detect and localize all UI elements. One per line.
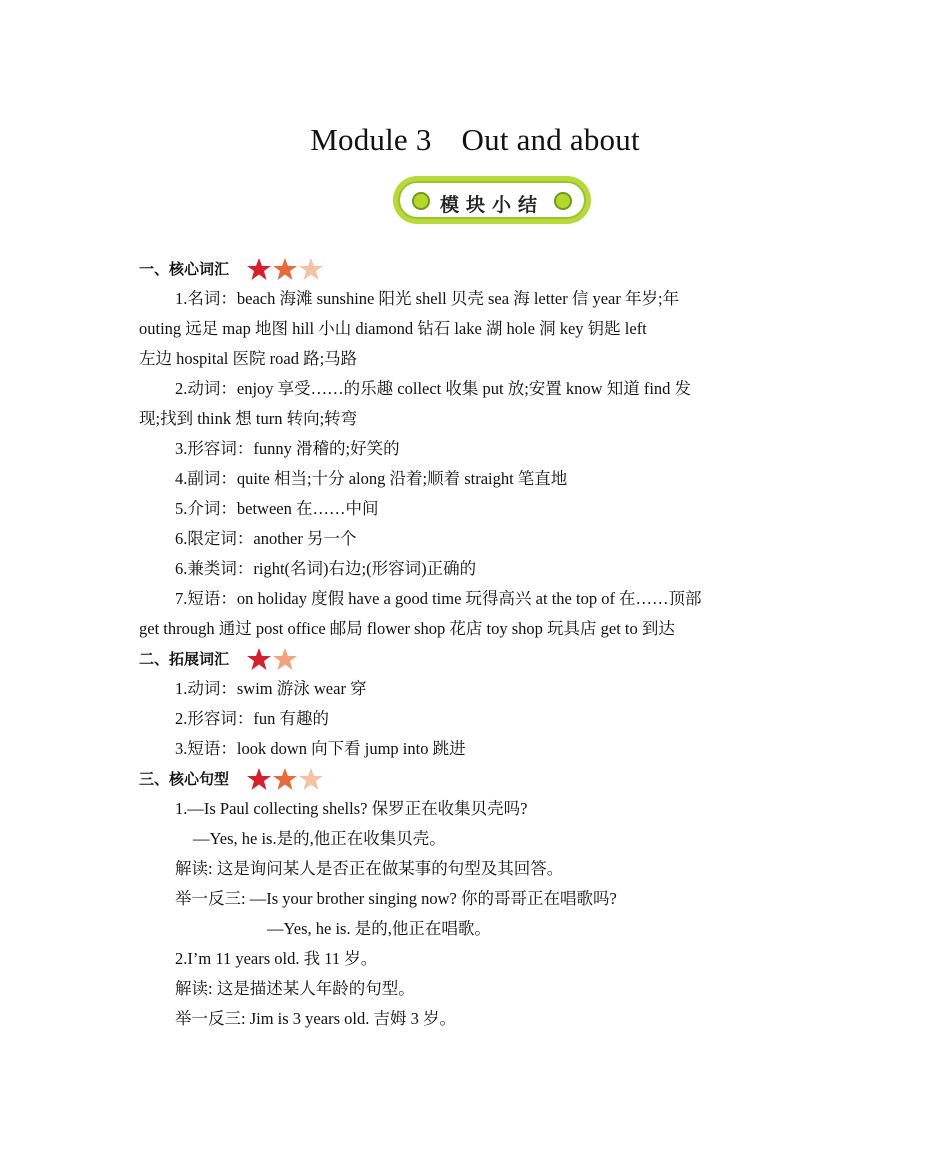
star-icon bbox=[299, 768, 323, 790]
rating-stars bbox=[247, 768, 325, 790]
text-line: 2.形容词：fun 有趣的 bbox=[175, 709, 329, 728]
text-line: 5.介词：between 在……中间 bbox=[175, 499, 379, 518]
text-line: 举一反三: Jim is 3 years old. 吉姆 3 岁。 bbox=[175, 1009, 456, 1028]
section-heading-core-sentences: 三、核心句型 bbox=[139, 764, 804, 794]
text-line: 解读: 这是描述某人年龄的句型。 bbox=[175, 979, 415, 998]
green-dot-icon bbox=[554, 192, 572, 210]
text-line: 举一反三: —Is your brother singing now? 你的哥哥正在唱歌吗? bbox=[175, 889, 617, 908]
rating-stars bbox=[247, 258, 325, 280]
star-icon bbox=[273, 258, 297, 280]
star-icon bbox=[247, 648, 271, 670]
text-line: 现;找到 think 想 turn 转向;转弯 bbox=[139, 409, 358, 428]
section-heading-core-vocab: 一、核心词汇 bbox=[139, 254, 804, 284]
badge-label: 模块小结 bbox=[439, 194, 544, 216]
text-line: 7.短语：on holiday 度假 have a good time 玩得高兴 at the top of 在……顶部 bbox=[175, 589, 702, 608]
text-line: 6.限定词：another 另一个 bbox=[175, 529, 357, 548]
rating-stars bbox=[247, 648, 299, 670]
star-icon bbox=[247, 768, 271, 790]
title-module: Module 3 bbox=[310, 122, 432, 157]
page-title bbox=[0, 122, 950, 158]
text-line: 3.短语：look down 向下看 jump into 跳进 bbox=[175, 739, 466, 758]
text-line: 3.形容词：funny 滑稽的;好笑的 bbox=[175, 439, 400, 458]
text-line: get through 通过 post office 邮局 flower shop 花店 toy shop 玩具店 get to 到达 bbox=[139, 619, 675, 638]
text-line: 1.名词：beach 海滩 sunshine 阳光 shell 贝壳 sea 海 letter 信 year 年岁;年 bbox=[175, 289, 680, 308]
text-line: 1.动词：swim 游泳 wear 穿 bbox=[175, 679, 367, 698]
module-summary-badge bbox=[393, 176, 591, 224]
content-body bbox=[139, 254, 804, 1034]
text-line: —Yes, he is.是的,他正在收集贝壳。 bbox=[193, 829, 446, 848]
section-heading-extended-vocab: 二、拓展词汇 bbox=[139, 644, 804, 674]
star-icon bbox=[299, 258, 323, 280]
text-line: —Yes, he is. 是的,他正在唱歌。 bbox=[267, 919, 491, 938]
text-line: 1.—Is Paul collecting shells? 保罗正在收集贝壳吗? bbox=[175, 799, 528, 818]
text-line: 左边 hospital 医院 road 路;马路 bbox=[139, 349, 358, 368]
star-icon bbox=[273, 648, 297, 670]
title-name: Out and about bbox=[461, 122, 640, 157]
text-line: 6.兼类词：right(名词)右边;(形容词)正确的 bbox=[175, 559, 477, 578]
text-line: 4.副词：quite 相当;十分 along 沿着;顺着 straight 笔直地 bbox=[175, 469, 568, 488]
star-icon bbox=[273, 768, 297, 790]
star-icon bbox=[247, 258, 271, 280]
text-line: outing 远足 map 地图 hill 小山 diamond 钻石 lake 湖 hole 洞 key 钥匙 left bbox=[139, 319, 647, 338]
text-line: 2.动词：enjoy 享受……的乐趣 collect 收集 put 放;安置 know 知道 find 发 bbox=[175, 379, 692, 398]
text-line: 2.I’m 11 years old. 我 11 岁。 bbox=[175, 949, 378, 968]
text-line: 解读: 这是询问某人是否正在做某事的句型及其回答。 bbox=[175, 859, 564, 878]
